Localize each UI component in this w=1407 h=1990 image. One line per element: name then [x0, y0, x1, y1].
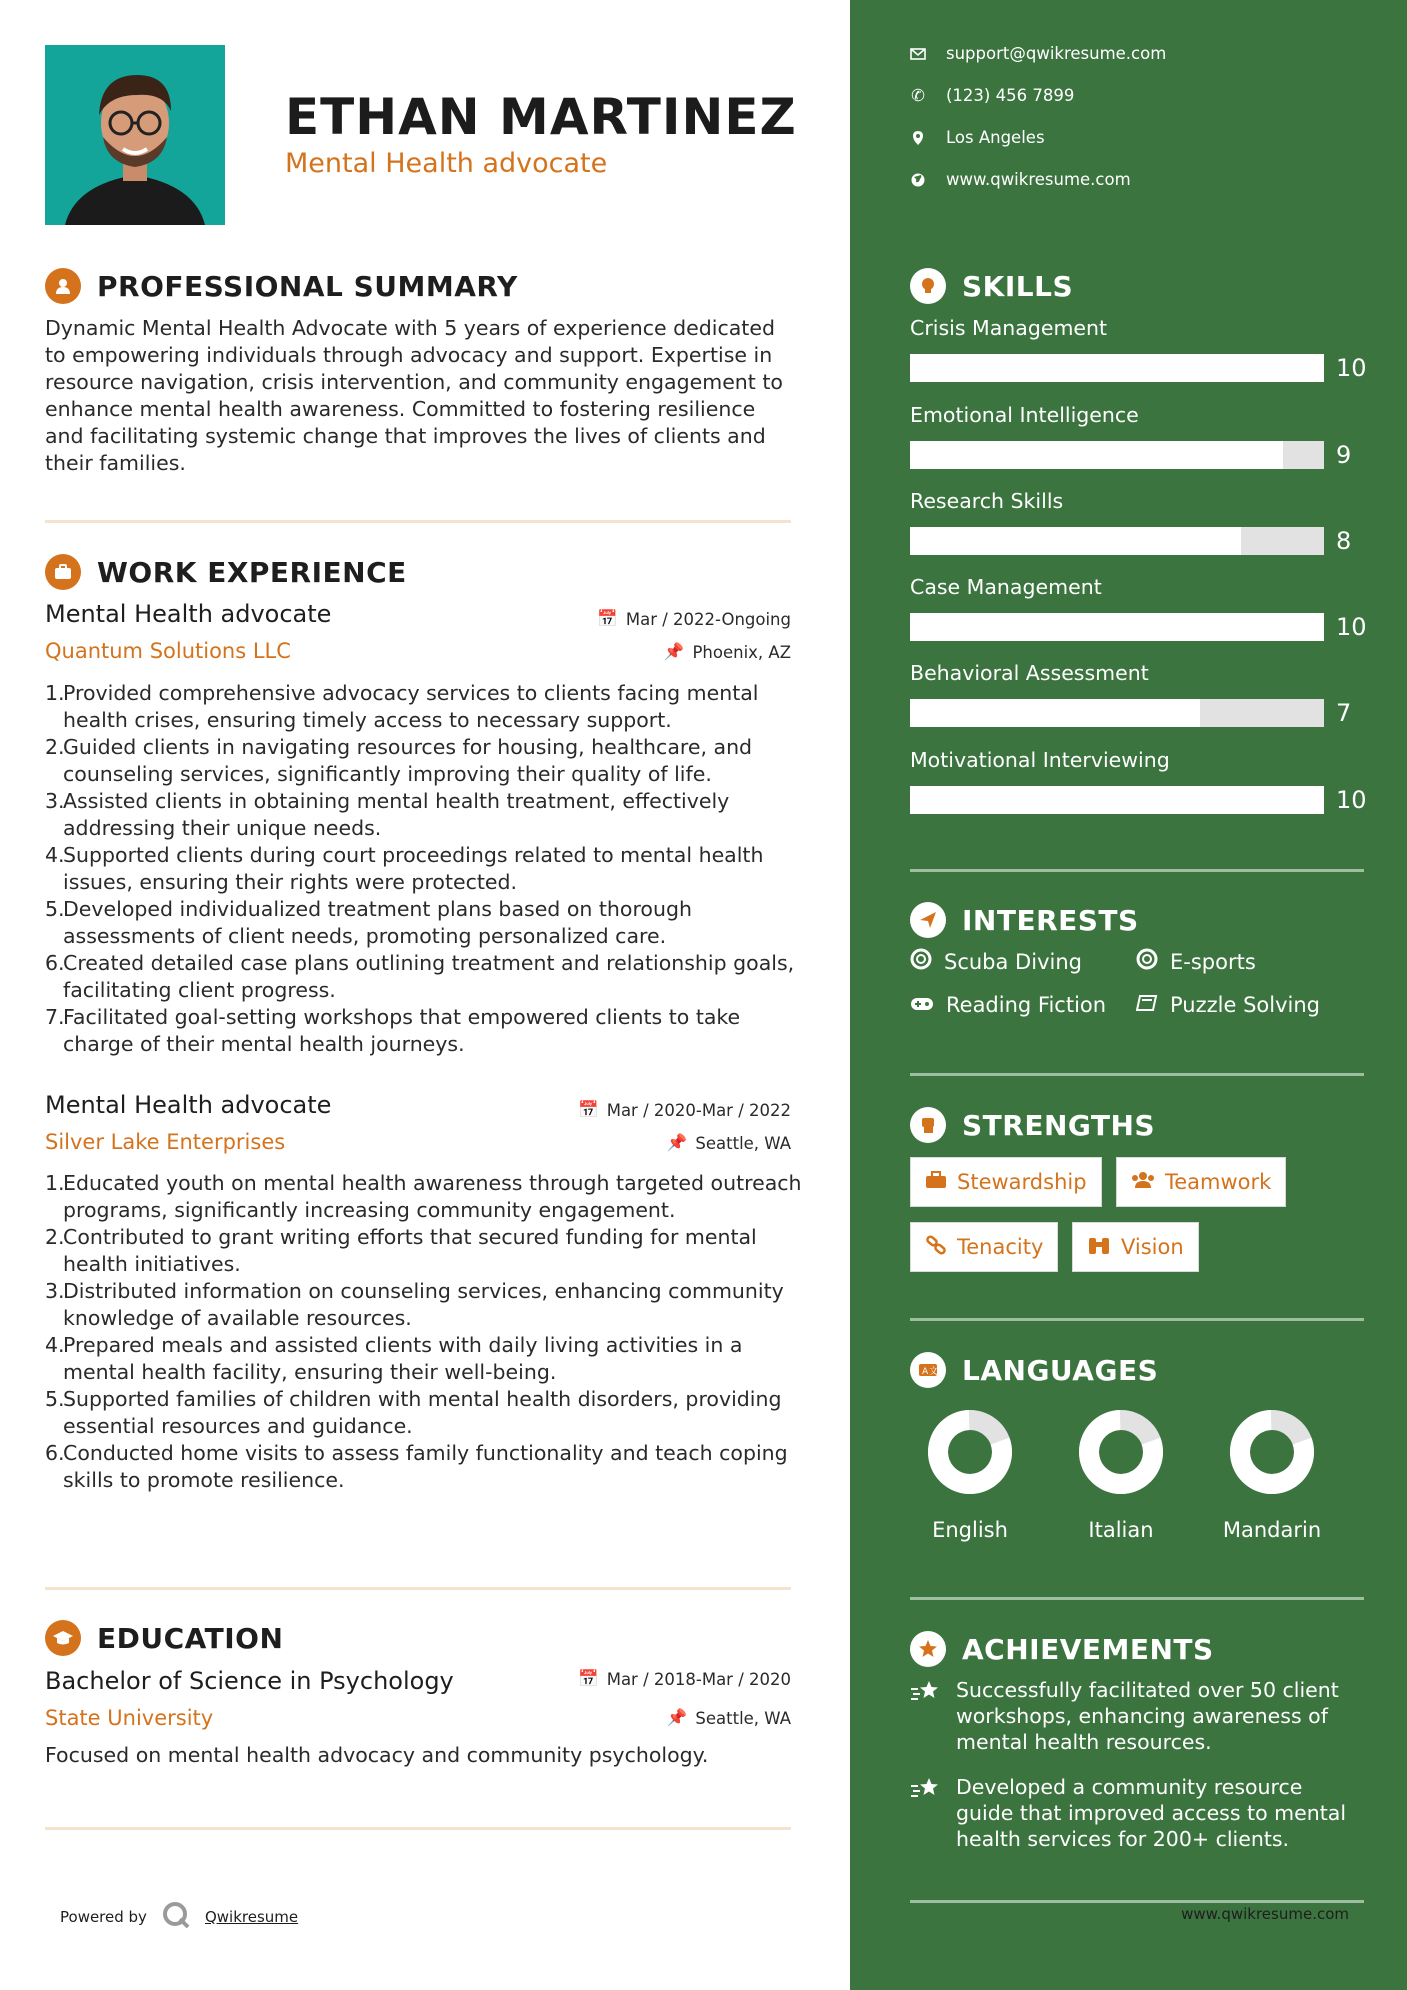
interest-item: Reading Fiction — [910, 993, 1106, 1017]
skill-level: 7 — [1336, 699, 1352, 727]
skill-level: 8 — [1336, 527, 1352, 555]
divider — [45, 1827, 791, 1830]
list-item: 3. Assisted clients in obtaining mental health treatment, effectively addressing their unique needs. — [45, 789, 730, 840]
skill-name: Case Management — [910, 575, 1102, 599]
skill-name: Emotional Intelligence — [910, 403, 1139, 427]
skill-bar — [910, 613, 1324, 641]
skill-bar-fill — [910, 441, 1283, 469]
divider — [910, 869, 1364, 872]
skill-level: 9 — [1336, 441, 1352, 469]
skill-name: Crisis Management — [910, 316, 1108, 340]
achievement-item: Developed a community resource guide that improved access to mental health services for 200+ clients. — [910, 1774, 1364, 1852]
skill-bar-fill — [910, 786, 1324, 814]
contact-website[interactable] — [910, 170, 1131, 189]
profile-photo — [45, 45, 225, 225]
job-title: Mental Health advocate — [45, 1091, 332, 1119]
education-description: Focused on mental health advocacy and community psychology. — [45, 1743, 709, 1767]
fist-icon — [910, 1107, 946, 1143]
candidate-name: ETHAN MARTINEZ — [285, 88, 797, 146]
list-item: 2. Contributed to grant writing efforts that secured funding for mental health initiatives. — [45, 1225, 757, 1276]
calendar-icon: 📅 — [597, 609, 618, 628]
achievements-section-header — [910, 1631, 1214, 1667]
interests-title: INTERESTS — [962, 903, 1139, 937]
list-item: 7. Facilitated goal-setting workshops that empowered clients to take charge of their mental health journeys. — [45, 1005, 741, 1056]
users-icon — [1131, 1170, 1155, 1194]
job-title: Mental Health advocate — [45, 600, 332, 628]
lightbulb-icon — [910, 268, 946, 304]
envelope-icon — [910, 48, 926, 60]
education-dates — [578, 1669, 791, 1689]
list-item: 1. Educated youth on mental health awareness through targeted outreach programs, significantly increasing community engagement. — [45, 1171, 802, 1222]
pin-icon: 📌 — [663, 642, 685, 661]
skill-bar — [910, 699, 1324, 727]
briefcase-icon — [925, 1170, 947, 1194]
strength-chip: Stewardship — [910, 1157, 1102, 1207]
briefcase-icon — [45, 554, 81, 590]
skill-level: 10 — [1336, 786, 1367, 814]
skill-name: Research Skills — [910, 489, 1064, 513]
skill-bar-fill — [910, 527, 1241, 555]
interest-item: E-sports — [1136, 948, 1256, 975]
skill-bar — [910, 354, 1324, 382]
interests-section-header — [910, 902, 1139, 938]
skill-name: Motivational Interviewing — [910, 748, 1170, 772]
language-name: Mandarin — [1222, 1518, 1322, 1542]
list-item: 1. Provided comprehensive advocacy services to clients facing mental health crises, ensuring timely access to necessary support. — [45, 681, 759, 732]
summary-title: PROFESSIONAL SUMMARY — [97, 269, 518, 303]
gamepad-icon — [910, 993, 934, 1017]
contact-email[interactable] — [910, 44, 1166, 63]
footer-url[interactable]: www.qwikresume.com — [1181, 1905, 1349, 1923]
strength-chip: Tenacity — [910, 1222, 1058, 1272]
list-item: 6. Created detailed case plans outlining treatment and relationship goals, facilitating client progress. — [45, 951, 795, 1002]
language-icon — [910, 1352, 946, 1388]
contact-location — [910, 128, 1045, 147]
language-name: Italian — [1088, 1518, 1154, 1542]
job-bullets — [45, 1170, 805, 1494]
candidate-role: Mental Health advocate — [285, 148, 608, 179]
interest-item: Puzzle Solving — [1136, 993, 1320, 1017]
job-dates-text: Mar / 2020-Mar / 2022 — [606, 1100, 791, 1120]
degree-title: Bachelor of Science in Psychology — [45, 1667, 454, 1695]
summary-text: Dynamic Mental Health Advocate with 5 years of experience dedicated to empowering individuals through advocacy and support. Expertise in resource navigation, crisis intervention, and community engagement to enhance mental health awareness. Committed to fostering resilience and facilitating systemic change that improves the lives of clients and their families. — [45, 316, 783, 475]
qwikresume-logo-icon — [161, 1900, 191, 1934]
skill-level: 10 — [1336, 613, 1367, 641]
pin-icon: 📌 — [666, 1133, 688, 1152]
shooting-star-icon — [910, 1677, 942, 1755]
skill-bar-fill — [910, 699, 1200, 727]
phone-icon: ✆ — [911, 86, 925, 105]
link-icon — [925, 1235, 947, 1260]
paper-plane-icon — [910, 902, 946, 938]
map-pin-icon — [910, 131, 926, 145]
job-dates-text: Mar / 2022-Ongoing — [625, 609, 791, 629]
job-dates — [597, 609, 791, 629]
svg-text:文: 文 — [929, 1367, 938, 1377]
pin-icon: 📌 — [666, 1708, 688, 1727]
binoculars-icon — [1087, 1235, 1111, 1260]
languages-title: LANGUAGES — [962, 1353, 1159, 1387]
achievements-title: ACHIEVEMENTS — [962, 1632, 1214, 1666]
skills-section-header — [910, 268, 1073, 304]
language-name: English — [932, 1518, 1008, 1542]
avatar-icon — [45, 45, 225, 225]
book-icon — [1136, 993, 1158, 1017]
job-company: Silver Lake Enterprises — [45, 1130, 286, 1154]
job-location — [664, 642, 791, 662]
phone-text: (123) 456 7899 — [946, 86, 1075, 105]
strengths-title: STRENGTHS — [962, 1108, 1156, 1142]
divider — [910, 1318, 1364, 1321]
job-bullets — [45, 680, 805, 1058]
skills-title: SKILLS — [962, 269, 1074, 303]
list-item: 4. Supported clients during court proceedings related to mental health issues, ensuring their rights were protected. — [45, 843, 764, 894]
summary-section-header — [45, 268, 518, 304]
divider — [910, 1597, 1364, 1600]
globe-icon — [910, 173, 926, 187]
job-location-text: Seattle, WA — [695, 1133, 791, 1153]
languages-section-header — [910, 1352, 1158, 1388]
skill-bar — [910, 786, 1324, 814]
divider — [910, 1900, 1364, 1903]
email-text: support@qwikresume.com — [946, 44, 1167, 63]
education-location-text: Seattle, WA — [695, 1708, 791, 1728]
education-section-header — [45, 1620, 283, 1656]
job-location — [667, 1133, 791, 1153]
divider — [45, 1587, 791, 1590]
experience-title: WORK EXPERIENCE — [97, 555, 407, 589]
job-company: Quantum Solutions LLC — [45, 639, 291, 663]
skill-bar-fill — [910, 613, 1324, 641]
star-badge-icon — [910, 1631, 946, 1667]
experience-section-header — [45, 554, 407, 590]
education-location — [667, 1708, 791, 1728]
strengths-section-header — [910, 1107, 1155, 1143]
brand-link[interactable]: Qwikresume — [204, 1908, 299, 1926]
strength-chip: Vision — [1072, 1222, 1199, 1272]
location-text: Los Angeles — [946, 128, 1045, 147]
skill-bar — [910, 441, 1324, 469]
list-item: 5. Developed individualized treatment plans based on thorough assessments of client needs, promoting personalized care. — [45, 897, 692, 948]
job-dates — [578, 1100, 791, 1120]
education-dates-text: Mar / 2018-Mar / 2020 — [606, 1669, 791, 1689]
skill-bar — [910, 527, 1324, 555]
website-text: www.qwikresume.com — [946, 170, 1131, 189]
list-item: 3. Distributed information on counseling services, enhancing community knowledge of available resources. — [45, 1279, 784, 1330]
lifebuoy-icon — [1136, 948, 1158, 975]
calendar-icon: 📅 — [578, 1669, 599, 1688]
school-name: State University — [45, 1706, 214, 1730]
list-item: 2. Guided clients in navigating resources for housing, healthcare, and counseling services, significantly improving their quality of life. — [45, 735, 753, 786]
skill-level: 10 — [1336, 354, 1367, 382]
divider — [45, 520, 791, 523]
contact-phone[interactable] — [910, 86, 1074, 105]
strength-chip: Teamwork — [1116, 1157, 1286, 1207]
skill-name: Behavioral Assessment — [910, 661, 1149, 685]
achievement-item: Successfully facilitated over 50 client workshops, enhancing awareness of mental health resources. — [910, 1677, 1364, 1755]
list-item: 4. Prepared meals and assisted clients with daily living activities in a mental health facility, ensuring their well-being. — [45, 1333, 743, 1384]
interest-item: Scuba Diving — [910, 948, 1082, 975]
graduation-cap-icon — [45, 1620, 81, 1656]
job-location-text: Phoenix, AZ — [692, 642, 791, 662]
user-icon — [45, 268, 81, 304]
shooting-star-icon — [910, 1774, 942, 1852]
powered-by — [60, 1900, 298, 1934]
education-title: EDUCATION — [97, 1621, 284, 1655]
svg-text:A: A — [922, 1367, 929, 1377]
lifebuoy-icon — [910, 948, 932, 975]
divider — [910, 1073, 1364, 1076]
list-item: 5. Supported families of children with mental health disorders, providing essential resources and guidance. — [45, 1387, 782, 1438]
calendar-icon: 📅 — [578, 1100, 599, 1119]
powered-by-label: Powered by — [60, 1908, 147, 1926]
skill-bar-fill — [910, 354, 1324, 382]
list-item: 6. Conducted home visits to assess family functionality and teach coping skills to promote resilience. — [45, 1441, 788, 1492]
language-rings — [850, 1396, 1407, 1516]
